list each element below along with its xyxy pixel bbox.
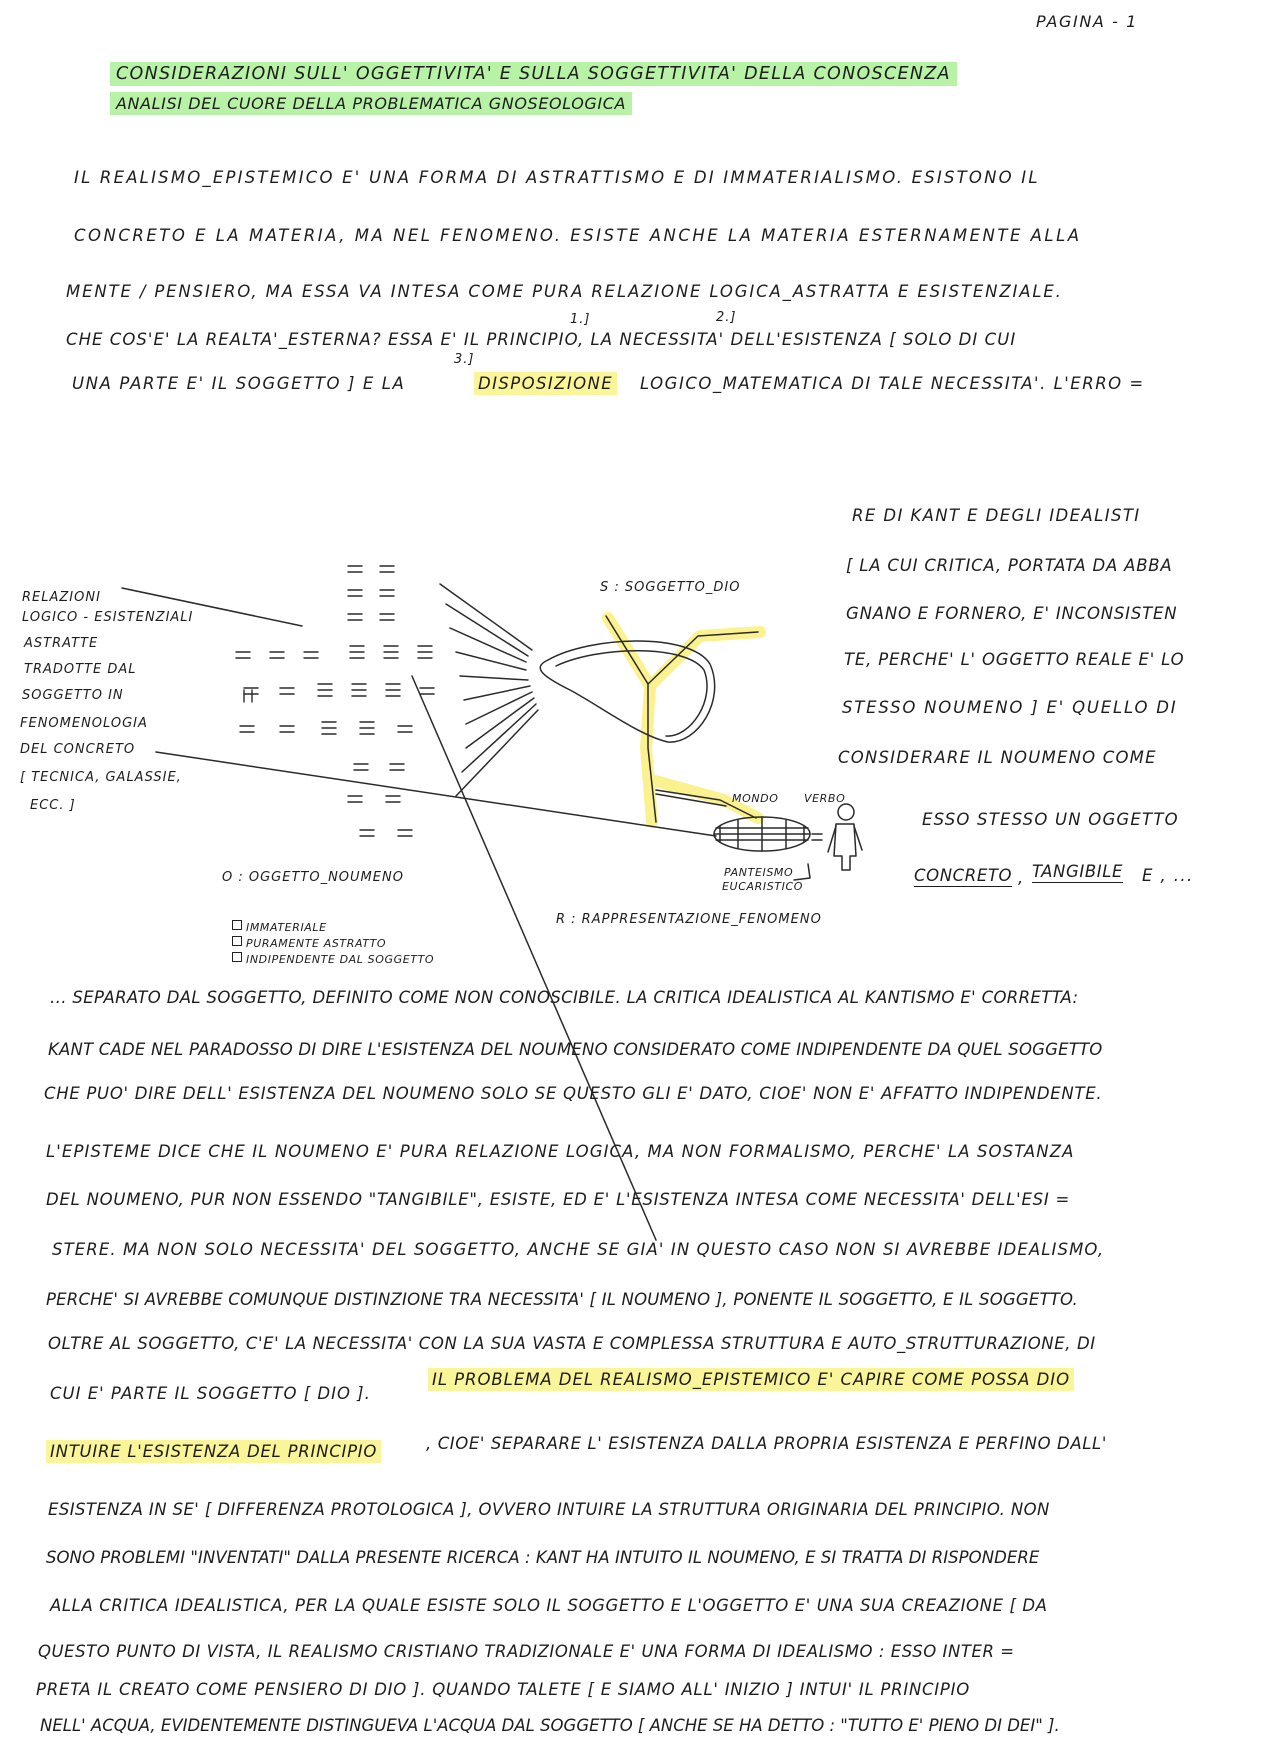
checkbox-icon	[232, 936, 242, 946]
right-line: GNANO E FORNERO, E' INCONSISTEN	[846, 604, 1178, 623]
diagram-left-label: ECC. ]	[30, 798, 76, 813]
body-line: , CIOE' SEPARARE L' ESISTENZA DALLA PROPRIA ESISTENZA E PERFINO DALL'	[426, 1434, 1107, 1453]
marker-1: 1.]	[570, 312, 591, 327]
diagram-left-label: FENOMENOLOGIA	[20, 716, 148, 731]
right-line: CONSIDERARE IL NOUMENO COME	[838, 748, 1157, 767]
o-prop: INDIPENDENTE DAL SOGGETTO	[246, 953, 435, 966]
title-line-2: ANALISI DEL CUORE DELLA PROBLEMATICA GNOSEOLOGICA	[110, 92, 632, 115]
right-line: RE DI KANT E DEGLI IDEALISTI	[852, 506, 1141, 525]
ray-lines	[440, 584, 538, 796]
body-line: ... SEPARATO DAL SOGGETTO, DEFINITO COME NON CONOSCIBILE. LA CRITICA IDEALISTICA AL KANTISMO E' CORRETTA:	[50, 988, 1079, 1007]
body-line: KANT CADE NEL PARADOSSO DI DIRE L'ESISTENZA DEL NOUMENO CONSIDERATO COME INDIPENDENTE DA QUEL SOGGETTO	[48, 1040, 1103, 1059]
diagram-left-label: LOGICO - ESISTENZIALI	[22, 610, 194, 625]
concreto-word: CONCRETO	[914, 866, 1013, 885]
diagram-left-label: [ TECNICA, GALASSIE,	[20, 770, 182, 785]
o-prop-row	[232, 952, 434, 966]
eucaristico-label: EUCARISTICO	[722, 880, 803, 893]
panteismo-label: PANTEISMO	[724, 866, 794, 879]
r-label: R : RAPPRESENTAZIONE_FENOMENO	[556, 912, 822, 927]
right-line: ESSO STESSO UN OGGETTO	[922, 810, 1179, 829]
equals-grid	[236, 566, 434, 836]
body-line: QUESTO PUNTO DI VISTA, IL REALISMO CRISTIANO TRADIZIONALE E' UNA FORMA DI IDEALISMO : ESSO INTER =	[38, 1642, 1015, 1661]
intro-line: CHE COS'E' LA REALTA'_ESTERNA? ESSA E' IL PRINCIPIO, LA NECESSITA' DELL'ESISTENZA [ SOLO DI CUI	[66, 330, 1017, 349]
intro-line: UNA PARTE E' IL SOGGETTO ] E LA	[72, 374, 406, 393]
problem-highlight: IL PROBLEMA DEL REALISMO_EPISTEMICO E' CAPIRE COME POSSA DIO	[428, 1368, 1074, 1391]
diagram-left-label: SOGGETTO IN	[22, 688, 124, 703]
body-line: STERE. MA NON SOLO NECESSITA' DEL SOGGETTO, ANCHE SE GIA' IN QUESTO CASO NON SI AVREBBE IDEALISMO,	[52, 1240, 1105, 1259]
body-line: PERCHE' SI AVREBBE COMUNQUE DISTINZIONE TRA NECESSITA' [ IL NOUMENO ], PONENTE IL SOGGETTO, E IL SOGGETTO.	[46, 1290, 1078, 1309]
body-line: ALLA CRITICA IDEALISTICA, PER LA QUALE ESISTE SOLO IL SOGGETTO E L'OGGETTO E' UNA SUA CREAZIONE [ DA	[50, 1596, 1048, 1615]
body-line: SONO PROBLEMI "INVENTATI" DALLA PRESENTE RICERCA : KANT HA INTUITO IL NOUMENO, E SI TRATTA DI RISPONDERE	[46, 1548, 1040, 1567]
disposizione-highlight: DISPOSIZIONE	[474, 372, 617, 395]
body-line: PRETA IL CREATO COME PENSIERO DI DIO ]. QUANDO TALETE [ E SIAMO ALL' INIZIO ] INTUI' IL PRINCIPIO	[36, 1680, 970, 1699]
body-line: CUI E' PARTE IL SOGGETTO [ DIO ].	[50, 1384, 371, 1403]
body-line: NELL' ACQUA, EVIDENTEMENTE DISTINGUEVA L'ACQUA DAL SOGGETTO [ ANCHE SE HA DETTO : "TUTTO E' PIENO DI DEI" ].	[40, 1716, 1060, 1735]
figure	[828, 804, 862, 870]
o-prop-row	[232, 936, 386, 950]
right-line: TE, PERCHE' L' OGGETTO REALE E' LO	[844, 650, 1185, 669]
o-prop: PURAMENTE ASTRATTO	[246, 937, 387, 950]
o-prop-row	[232, 920, 327, 934]
mondo-label: MONDO	[732, 792, 779, 805]
page-label: PAGINA - 1	[1036, 12, 1138, 31]
right-trailing: E , ...	[1142, 866, 1194, 885]
intro-line: MENTE / PENSIERO, MA ESSA VA INTESA COME PURA RELAZIONE LOGICA_ASTRATTA E ESISTENZIALE.	[66, 282, 1063, 301]
comma-sep: ,	[1018, 868, 1025, 887]
right-line: [ LA CUI CRITICA, PORTATA DA ABBA	[846, 556, 1173, 575]
globe	[714, 817, 810, 851]
tangibile-word: TANGIBILE	[1032, 862, 1124, 881]
intro-line: IL REALISMO_EPISTEMICO E' UNA FORMA DI ASTRATTISMO E DI IMMATERIALISMO. ESISTONO IL	[74, 168, 1040, 187]
o-prop: IMMATERIALE	[246, 921, 327, 934]
verbo-label: VERBO	[804, 792, 846, 805]
marker-2: 2.]	[716, 310, 737, 325]
body-line: OLTRE AL SOGGETTO, C'E' LA NECESSITA' CON LA SUA VASTA E COMPLESSA STRUTTURA E AUTO_STRUTTURAZIONE, DI	[48, 1334, 1096, 1353]
title-line-1: CONSIDERAZIONI SULL' OGGETTIVITA' E SULLA SOGGETTIVITA' DELLA CONOSCENZA	[110, 62, 957, 86]
body-line: DEL NOUMENO, PUR NON ESSENDO "TANGIBILE", ESISTE, ED E' L'ESISTENZA INTESA COME NECESSITA' DELL'ESI =	[46, 1190, 1071, 1209]
marker-3: 3.]	[454, 352, 475, 367]
body-line: CHE PUO' DIRE DELL' ESISTENZA DEL NOUMENO SOLO SE QUESTO GLI E' DATO, CIOE' NON E' AFFATTO INDIPENDENTE.	[44, 1084, 1103, 1103]
pointer-line-bottom	[156, 752, 716, 836]
diagram-left-label: DEL CONCRETO	[20, 742, 136, 757]
checkbox-icon	[232, 920, 242, 930]
body-line: L'EPISTEME DICE CHE IL NOUMENO E' PURA RELAZIONE LOGICA, MA NON FORMALISMO, PERCHE' LA SOSTANZA	[46, 1142, 1075, 1161]
intro-line: CONCRETO E LA MATERIA, MA NEL FENOMENO. ESISTE ANCHE LA MATERIA ESTERNAMENTE ALLA	[74, 226, 1082, 245]
o-label: O : OGGETTO_NOUMENO	[222, 870, 404, 885]
intro-line: LOGICO_MATEMATICA DI TALE NECESSITA'. L'ERRO =	[640, 374, 1145, 393]
right-line: STESSO NOUMENO ] E' QUELLO DI	[842, 698, 1178, 717]
diagram-left-label: RELAZIONI	[22, 590, 101, 605]
diagram-left-label: TRADOTTE DAL	[24, 662, 137, 677]
body-line: ESISTENZA IN SE' [ DIFFERENZA PROTOLOGICA ], OVVERO INTUIRE LA STRUTTURA ORIGINARIA DEL PRINCIPIO. NON	[48, 1500, 1050, 1519]
s-label: S : SOGGETTO_DIO	[600, 580, 741, 595]
diagram-left-label: ASTRATTE	[24, 636, 99, 651]
principle-highlight: INTUIRE L'ESISTENZA DEL PRINCIPIO	[46, 1440, 381, 1463]
checkbox-icon	[232, 952, 242, 962]
